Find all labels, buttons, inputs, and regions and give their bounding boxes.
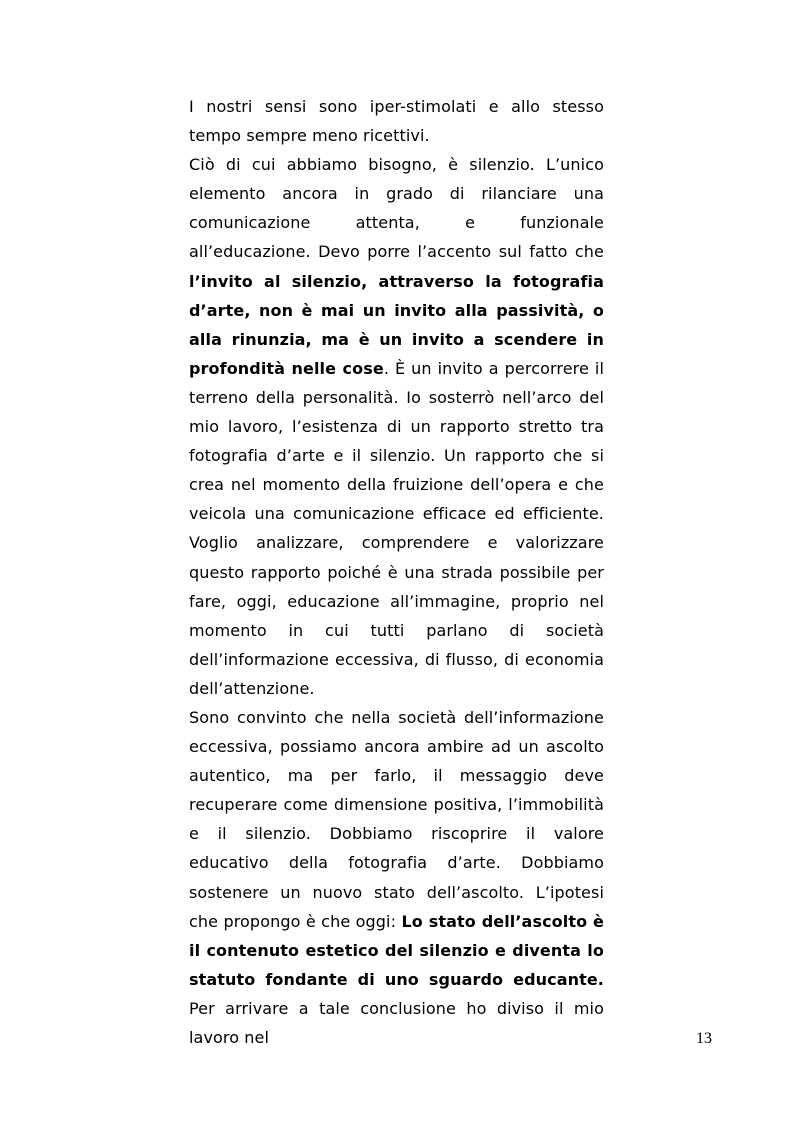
body-text: [189, 92, 604, 1052]
paragraph-1-text: I nostri sensi sono iper-stimolati e allo stesso tempo sempre meno ricettivi.: [189, 97, 604, 146]
paragraph-3-text-a: Sono convinto che nella società dell’informazione eccessiva, possiamo ancora ambire ad un ascolto autentico, ma per farlo, il messaggio deve recuperare come dimensione positiva, l’immobilità e il silenzio. Dobbiamo riscoprire il valore educativo della fotografia d’arte. Dobbiamo sostenere un nuovo stato dell’ascolto. L’ipotesi che propongo è che oggi:: [189, 707, 604, 931]
paragraph-2-text-a: Ciò di cui abbiamo bisogno, è silenzio. L’unico elemento ancora in grado di rilanciare una comunicazione attenta, e funzionale all’educazione. Devo porre l’accento sul fatto che: [189, 155, 604, 262]
paragraph-1: [189, 92, 604, 150]
paragraph-2-emphasis: l’invito al silenzio, attraverso la fotografia d’arte, non è mai un invito alla passività, o alla rinunzia, ma è un invito a scendere in profondità nelle cose: [189, 271, 604, 378]
paragraph-3-text-b: Per arrivare a tale conclusione ho diviso il mio lavoro nel: [189, 998, 604, 1047]
page-number: 13: [696, 1030, 712, 1047]
paragraph-2: [189, 150, 604, 703]
paragraph-3-emphasis: Lo stato dell’ascolto è il contenuto estetico del silenzio e diventa lo statuto fondante di uno sguardo educante.: [189, 911, 604, 989]
paragraph-2-text-b: . È un invito a percorrere il terreno della personalità. Io sosterrò nell’arco del mio lavoro, l’esistenza di un rapporto stretto tra fotografia d’arte e il silenzio. Un rapporto che si crea nel momento della fruizione dell’opera e che veicola una comunicazione efficace ed efficiente. Voglio analizzare, comprendere e valorizzare questo rapporto poiché è una strada possibile per fare, oggi, educazione all’immagine, proprio nel momento in cui tutti parlano di società dell’informazione eccessiva, di flusso, di economia dell’attenzione.: [189, 358, 604, 698]
paragraph-3: [189, 703, 604, 1052]
